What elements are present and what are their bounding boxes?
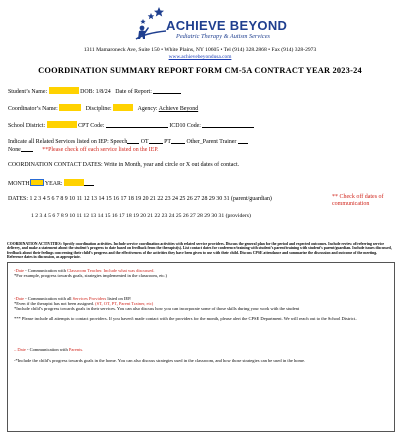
discipline-label: Discipline: bbox=[85, 106, 112, 112]
parents-title-prefix: - Communication with bbox=[27, 347, 69, 352]
other-label: Other_Parent Trainer bbox=[186, 139, 237, 145]
dob-label: DOB: bbox=[80, 89, 95, 95]
providers-line2: *Include child’s progress towards goals in their services. You can also discuss how you can incorporate some of those skills during your work with the student bbox=[14, 306, 300, 312]
dates-parent-row bbox=[8, 196, 272, 202]
contact-dates-label: COORDINATION CONTACT DATES: Write in Month, year and circle or X out dates of contact. bbox=[8, 162, 240, 168]
discipline-field[interactable] bbox=[113, 104, 133, 111]
dates-parent-numbers[interactable]: 1 2 3 4 5 6 7 8 9 10 11 12 13 14 15 16 17 18 19 20 21 22 23 24 25 26 27 28 29 30 31 (parent/guardian) bbox=[29, 196, 272, 202]
providers-attempts: *** Please include all attempts to contact providers. If you haven't made contact with the providers for the month, please alert the CPSE Department. We will reach out to the School District.. bbox=[14, 315, 358, 321]
parents-section bbox=[14, 347, 386, 363]
student-name-field[interactable] bbox=[49, 87, 79, 94]
year-label: YEAR: bbox=[44, 181, 63, 187]
ot-label: OT bbox=[140, 139, 149, 145]
month-year-row bbox=[8, 179, 94, 187]
pt-check[interactable] bbox=[171, 137, 185, 144]
ot-check[interactable] bbox=[149, 137, 163, 144]
stars-figure-icon bbox=[132, 6, 168, 40]
website-link[interactable]: www.achievebeyondusa.com bbox=[168, 54, 232, 60]
teacher-title-prefix: - Communication with bbox=[25, 268, 67, 273]
none-check[interactable] bbox=[21, 145, 33, 152]
achieve-beyond-logo bbox=[118, 6, 298, 44]
teacher-section bbox=[14, 268, 386, 278]
date-of-report-field[interactable] bbox=[153, 87, 181, 94]
school-district-label: School District: bbox=[8, 123, 46, 129]
coordinator-label: Coordinator’s Name: bbox=[8, 106, 58, 112]
year-underline bbox=[84, 179, 94, 186]
district-row bbox=[8, 121, 254, 129]
coordinator-field[interactable] bbox=[59, 104, 81, 111]
none-row bbox=[8, 145, 158, 153]
dob-value: 1/8/24 bbox=[95, 89, 111, 95]
pt-label: PT bbox=[164, 139, 171, 145]
dates-providers-numbers[interactable]: 1 2 3 4 5 6 7 8 9 10 11 12 13 14 15 16 17 18 19 20 21 22 23 24 25 26 27 28 29 30 31 (providers) bbox=[31, 213, 251, 219]
parents-body: -*Include the child’s progress towards goals in the home. You can also discuss strategies used in the classroom, and how those strategies can be used in the home. bbox=[14, 358, 306, 364]
month-label: MONTH bbox=[8, 181, 30, 187]
services-note: **Please check off each service listed on the IEP. bbox=[42, 147, 159, 153]
check-off-note: ** Check off dates of communication bbox=[332, 194, 384, 207]
providers-date: -Date bbox=[14, 296, 24, 301]
month-field[interactable] bbox=[30, 179, 44, 186]
coordination-notes-box[interactable] bbox=[7, 262, 395, 432]
year-field[interactable] bbox=[64, 179, 84, 186]
dates-label: DATES: bbox=[8, 196, 28, 202]
providers-line1-disciplines: (ST, OT, PT, Parent Trainer, etc) bbox=[95, 301, 154, 307]
services-label: Indicate all Related Services listed on IEP: bbox=[8, 139, 109, 145]
student-row bbox=[8, 87, 181, 95]
services-row bbox=[8, 137, 248, 145]
providers-line1: *Even if the therapist has not been assigned. bbox=[14, 301, 96, 307]
brand-name: ACHIEVE BEYOND bbox=[166, 18, 288, 33]
other-check[interactable] bbox=[238, 137, 248, 144]
cpt-code-field[interactable] bbox=[106, 121, 168, 128]
none-label: None bbox=[8, 147, 21, 153]
student-name-label: Student’s Name: bbox=[8, 89, 48, 95]
school-district-field[interactable] bbox=[47, 121, 77, 128]
icd10-code-label: ICD10 Code: bbox=[169, 123, 201, 129]
date-of-report-label: Date of Report: bbox=[115, 89, 152, 95]
address-line: 1311 Mamaroneck Ave, Suite 150 • White Plains, NY 10605 • Tel (914) 328.2868 • Fax (914) 328-2973 bbox=[83, 47, 317, 53]
brand-tagline: Pediatric Therapy & Autism Services bbox=[176, 33, 270, 40]
agency-value: Achieve Beyond bbox=[158, 106, 199, 112]
form-title: COORDINATION SUMMARY REPORT FORM CM-5A CONTRACT YEAR 2023-24 bbox=[38, 66, 362, 75]
teacher-title-highlight: Classroom Teacher. Include what was discussed. bbox=[67, 268, 155, 273]
parents-date: – Date bbox=[14, 347, 26, 352]
coordinator-row bbox=[8, 104, 198, 112]
speech-label: Speech bbox=[110, 139, 128, 145]
teacher-date: -Date bbox=[14, 268, 24, 273]
parents-title-highlight: Parents. bbox=[68, 347, 84, 352]
cpt-code-label: CPT Code: bbox=[78, 123, 105, 129]
teacher-body: *For example, progress towards goals, strategies implemented in the classroom, etc.) bbox=[14, 273, 167, 279]
speech-check[interactable] bbox=[127, 137, 139, 144]
coordination-instructions: COORDINATION ACTIVITIES: Specify coordination activities. Include service coordination activities with related service providers. Discuss the general plan for the period and expected outcomes. Include review of/referring service delivery, and make a statement about the student’s progress to date based on feedback from the therapist(s). List contact dates for conference/training with student’s parent/training with student’s parent/guardian. Include issues discussed, feedback about their feelings concerning their child’s progress and the effectiveness of the activities they have been given to use with their child. Discuss CPSE attendance and summarize the discussion and outcome of the meeting. Reference dates in discussion, as appropriate. bbox=[7, 242, 392, 260]
icd10-code-field[interactable] bbox=[202, 121, 254, 128]
providers-title-suffix: listed on IEP. bbox=[106, 296, 132, 301]
providers-title-highlight: Services Providers bbox=[72, 296, 107, 301]
providers-section bbox=[14, 296, 386, 321]
providers-title-prefix: - Communication with all bbox=[25, 296, 73, 301]
agency-label: Agency: bbox=[137, 106, 158, 112]
